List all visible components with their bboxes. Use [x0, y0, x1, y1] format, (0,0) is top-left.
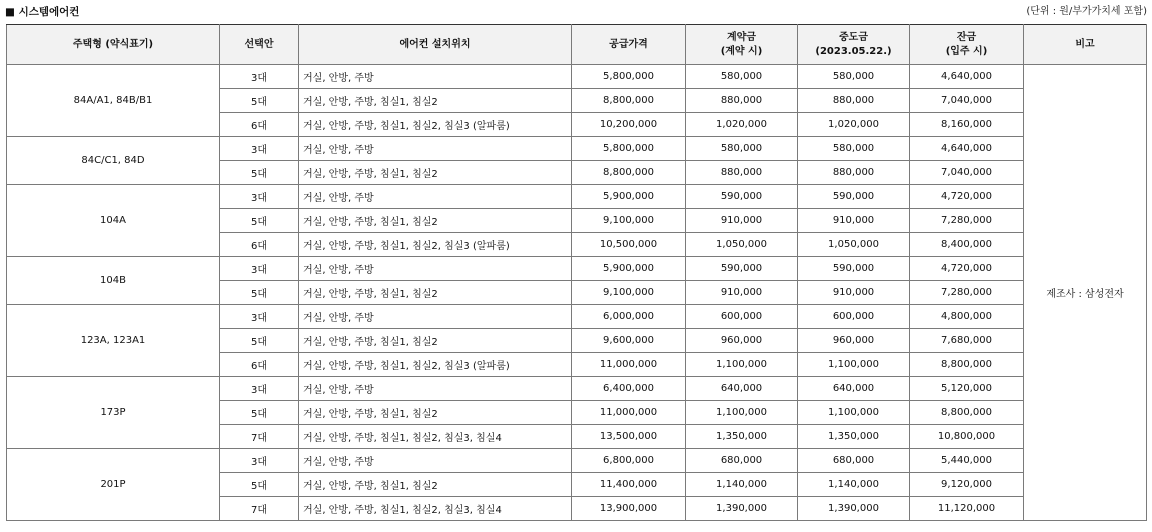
col-header-balance: 잔금 (입주 시): [910, 25, 1024, 65]
middle-payment-cell: 1,140,000: [798, 473, 910, 497]
location-cell: 거실, 안방, 주방: [299, 449, 572, 473]
unit-type-cell: 123A, 123A1: [7, 305, 220, 377]
balance-cell: 7,040,000: [910, 161, 1024, 185]
option-cell: 3대: [220, 377, 299, 401]
location-cell: 거실, 안방, 주방: [299, 257, 572, 281]
price-cell: 6,800,000: [572, 449, 686, 473]
middle-payment-cell: 1,350,000: [798, 425, 910, 449]
deposit-cell: 1,140,000: [686, 473, 798, 497]
deposit-cell: 1,050,000: [686, 233, 798, 257]
col-header-option: 선택안: [220, 25, 299, 65]
deposit-cell: 1,350,000: [686, 425, 798, 449]
deposit-cell: 1,100,000: [686, 353, 798, 377]
middle-payment-cell: 1,020,000: [798, 113, 910, 137]
price-cell: 9,600,000: [572, 329, 686, 353]
balance-cell: 4,720,000: [910, 185, 1024, 209]
table-header-row: [7, 25, 1147, 65]
balance-cell: 5,120,000: [910, 377, 1024, 401]
location-cell: 거실, 안방, 주방, 침실1, 침실2: [299, 89, 572, 113]
balance-cell: 8,800,000: [910, 401, 1024, 425]
location-cell: 거실, 안방, 주방: [299, 305, 572, 329]
balance-cell: 10,800,000: [910, 425, 1024, 449]
location-cell: 거실, 안방, 주방, 침실1, 침실2, 침실3 (알파룸): [299, 353, 572, 377]
middle-payment-cell: 910,000: [798, 209, 910, 233]
page-header: [5, 4, 1147, 20]
deposit-cell: 910,000: [686, 209, 798, 233]
location-cell: 거실, 안방, 주방, 침실1, 침실2: [299, 401, 572, 425]
location-cell: 거실, 안방, 주방, 침실1, 침실2, 침실3 (알파룸): [299, 233, 572, 257]
location-cell: 거실, 안방, 주방, 침실1, 침실2, 침실3, 침실4: [299, 425, 572, 449]
option-cell: 3대: [220, 65, 299, 89]
balance-cell: 8,400,000: [910, 233, 1024, 257]
option-cell: 7대: [220, 497, 299, 521]
price-cell: 11,400,000: [572, 473, 686, 497]
location-cell: 거실, 안방, 주방: [299, 65, 572, 89]
deposit-cell: 1,390,000: [686, 497, 798, 521]
middle-payment-cell: 580,000: [798, 137, 910, 161]
option-cell: 3대: [220, 449, 299, 473]
option-cell: 3대: [220, 257, 299, 281]
unit-type-cell: 84C/C1, 84D: [7, 137, 220, 185]
option-cell: 6대: [220, 113, 299, 137]
section-title: ■ 시스템에어컨: [5, 6, 80, 18]
table-body: [7, 65, 1147, 521]
balance-cell: 7,280,000: [910, 209, 1024, 233]
price-cell: 9,100,000: [572, 281, 686, 305]
balance-cell: 9,120,000: [910, 473, 1024, 497]
price-cell: 13,900,000: [572, 497, 686, 521]
location-cell: 거실, 안방, 주방: [299, 185, 572, 209]
middle-payment-cell: 880,000: [798, 161, 910, 185]
col-header-middle: 중도금 (2023.05.22.): [798, 25, 910, 65]
option-cell: 3대: [220, 185, 299, 209]
location-cell: 거실, 안방, 주방: [299, 377, 572, 401]
unit-type-cell: 173P: [7, 377, 220, 449]
option-cell: 5대: [220, 89, 299, 113]
middle-payment-cell: 580,000: [798, 65, 910, 89]
option-cell: 5대: [220, 161, 299, 185]
deposit-cell: 910,000: [686, 281, 798, 305]
location-cell: 거실, 안방, 주방, 침실1, 침실2: [299, 281, 572, 305]
price-cell: 8,800,000: [572, 161, 686, 185]
balance-cell: 4,640,000: [910, 65, 1024, 89]
balance-cell: 11,120,000: [910, 497, 1024, 521]
price-cell: 11,000,000: [572, 401, 686, 425]
price-cell: 6,400,000: [572, 377, 686, 401]
table-row: [7, 257, 1147, 281]
table-row: [7, 449, 1147, 473]
balance-cell: 8,800,000: [910, 353, 1024, 377]
price-cell: 8,800,000: [572, 89, 686, 113]
unit-type-cell: 84A/A1, 84B/B1: [7, 65, 220, 137]
deposit-cell: 680,000: [686, 449, 798, 473]
deposit-cell: 640,000: [686, 377, 798, 401]
middle-payment-cell: 960,000: [798, 329, 910, 353]
table-row: [7, 65, 1147, 89]
balance-cell: 4,800,000: [910, 305, 1024, 329]
middle-payment-cell: 600,000: [798, 305, 910, 329]
location-cell: 거실, 안방, 주방, 침실1, 침실2: [299, 473, 572, 497]
middle-payment-cell: 1,100,000: [798, 401, 910, 425]
price-cell: 9,100,000: [572, 209, 686, 233]
option-cell: 5대: [220, 329, 299, 353]
deposit-cell: 590,000: [686, 257, 798, 281]
option-cell: 7대: [220, 425, 299, 449]
option-cell: 5대: [220, 281, 299, 305]
deposit-cell: 880,000: [686, 89, 798, 113]
price-cell: 6,000,000: [572, 305, 686, 329]
table-row: [7, 305, 1147, 329]
location-cell: 거실, 안방, 주방, 침실1, 침실2: [299, 329, 572, 353]
note-cell: 제조사 : 삼성전자: [1024, 65, 1147, 521]
middle-payment-cell: 680,000: [798, 449, 910, 473]
location-cell: 거실, 안방, 주방, 침실1, 침실2: [299, 161, 572, 185]
deposit-cell: 1,100,000: [686, 401, 798, 425]
middle-payment-cell: 590,000: [798, 185, 910, 209]
balance-cell: 5,440,000: [910, 449, 1024, 473]
balance-cell: 7,280,000: [910, 281, 1024, 305]
middle-payment-cell: 640,000: [798, 377, 910, 401]
unit-note: (단위 : 원/부가가치세 포함): [1026, 6, 1147, 17]
deposit-cell: 1,020,000: [686, 113, 798, 137]
deposit-cell: 600,000: [686, 305, 798, 329]
deposit-cell: 580,000: [686, 65, 798, 89]
col-header-location: 에어컨 설치위치: [299, 25, 572, 65]
table-row: [7, 377, 1147, 401]
location-cell: 거실, 안방, 주방, 침실1, 침실2: [299, 209, 572, 233]
unit-type-cell: 104B: [7, 257, 220, 305]
deposit-cell: 590,000: [686, 185, 798, 209]
option-cell: 5대: [220, 401, 299, 425]
middle-payment-cell: 910,000: [798, 281, 910, 305]
balance-cell: 7,680,000: [910, 329, 1024, 353]
middle-payment-cell: 1,100,000: [798, 353, 910, 377]
price-cell: 10,200,000: [572, 113, 686, 137]
option-cell: 6대: [220, 353, 299, 377]
middle-payment-cell: 1,050,000: [798, 233, 910, 257]
price-cell: 5,900,000: [572, 185, 686, 209]
price-cell: 5,900,000: [572, 257, 686, 281]
deposit-cell: 880,000: [686, 161, 798, 185]
unit-type-cell: 104A: [7, 185, 220, 257]
balance-cell: 7,040,000: [910, 89, 1024, 113]
location-cell: 거실, 안방, 주방, 침실1, 침실2, 침실3, 침실4: [299, 497, 572, 521]
location-cell: 거실, 안방, 주방: [299, 137, 572, 161]
unit-type-cell: 201P: [7, 449, 220, 521]
price-cell: 5,800,000: [572, 137, 686, 161]
col-header-type: 주택형 (약식표기): [7, 25, 220, 65]
option-cell: 3대: [220, 305, 299, 329]
col-header-note: 비고: [1024, 25, 1147, 65]
location-cell: 거실, 안방, 주방, 침실1, 침실2, 침실3 (알파룸): [299, 113, 572, 137]
deposit-cell: 960,000: [686, 329, 798, 353]
balance-cell: 4,720,000: [910, 257, 1024, 281]
balance-cell: 8,160,000: [910, 113, 1024, 137]
table-row: [7, 137, 1147, 161]
option-cell: 6대: [220, 233, 299, 257]
col-header-deposit: 계약금 (계약 시): [686, 25, 798, 65]
option-cell: 3대: [220, 137, 299, 161]
deposit-cell: 580,000: [686, 137, 798, 161]
col-header-price: 공급가격: [572, 25, 686, 65]
balance-cell: 4,640,000: [910, 137, 1024, 161]
option-cell: 5대: [220, 473, 299, 497]
price-cell: 5,800,000: [572, 65, 686, 89]
middle-payment-cell: 590,000: [798, 257, 910, 281]
middle-payment-cell: 880,000: [798, 89, 910, 113]
price-cell: 11,000,000: [572, 353, 686, 377]
aircon-price-table: [6, 24, 1147, 521]
price-cell: 10,500,000: [572, 233, 686, 257]
price-cell: 13,500,000: [572, 425, 686, 449]
middle-payment-cell: 1,390,000: [798, 497, 910, 521]
table-row: [7, 185, 1147, 209]
option-cell: 5대: [220, 209, 299, 233]
